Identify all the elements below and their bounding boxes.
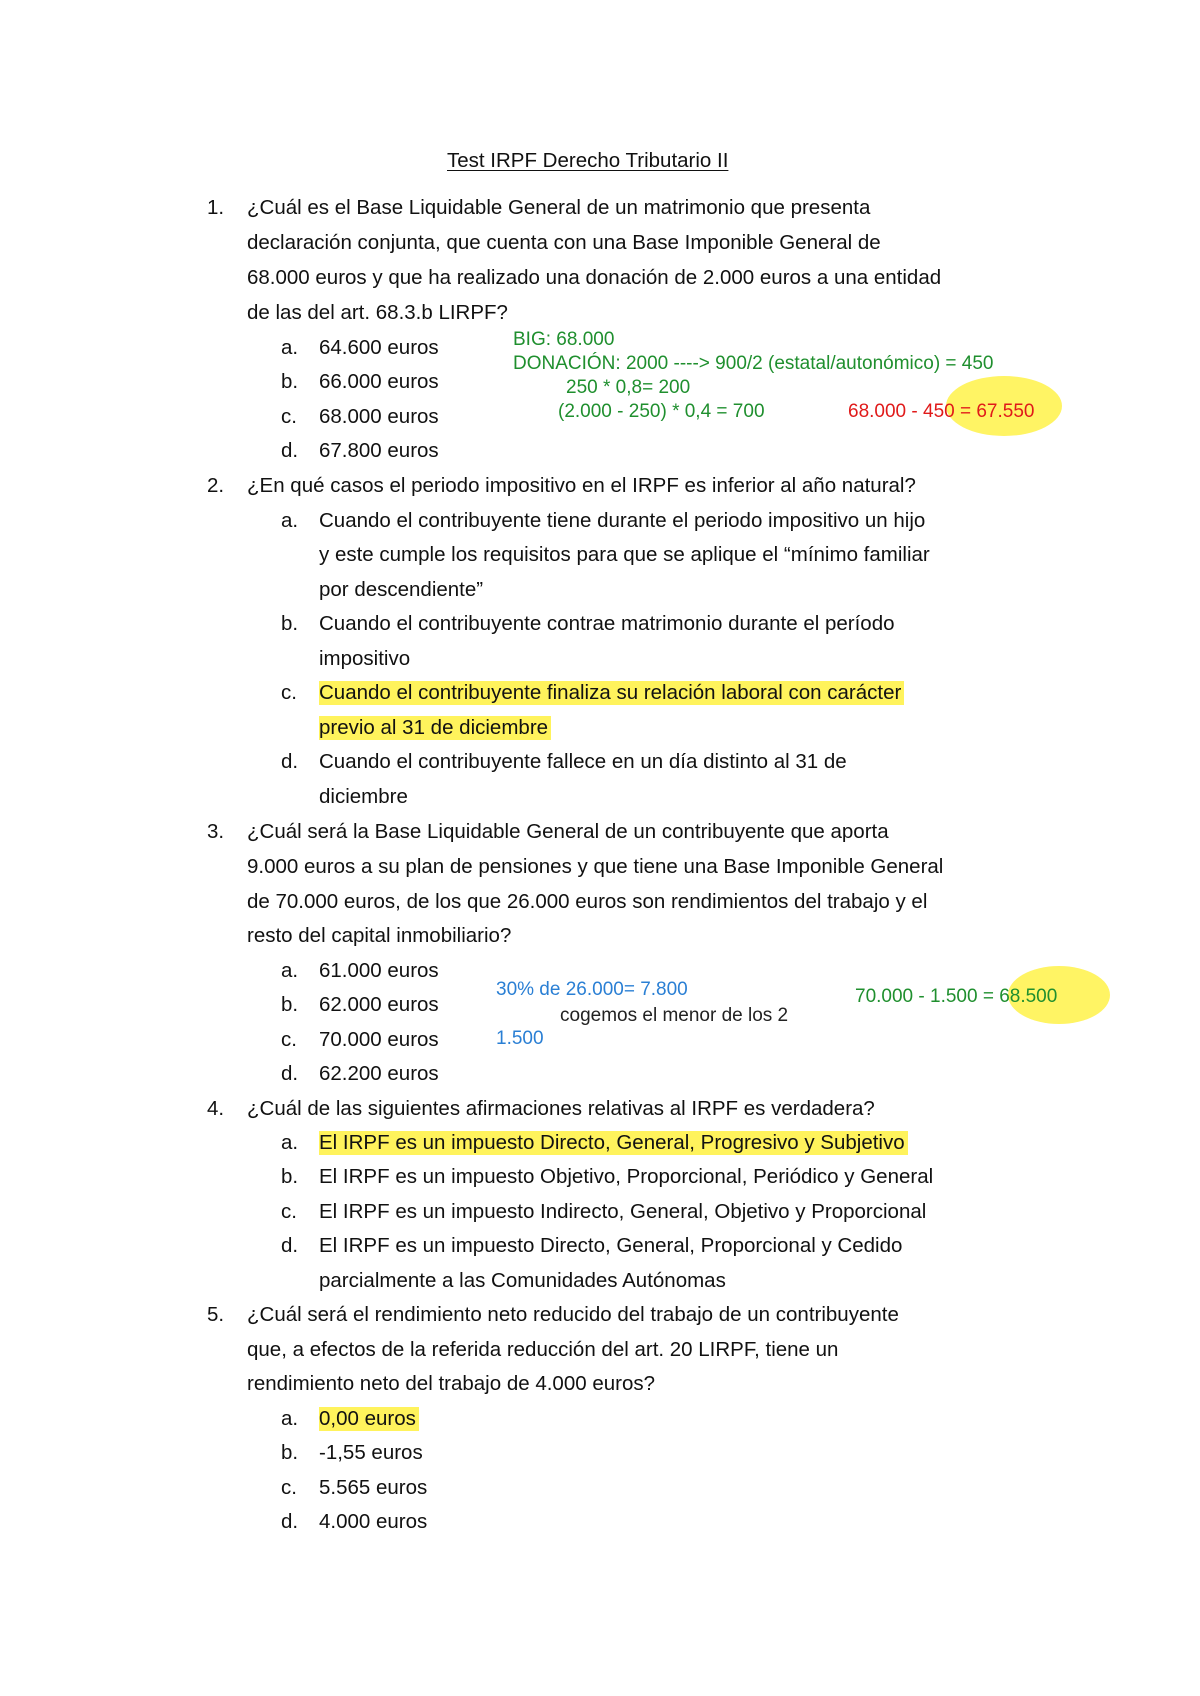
option-letter: b. <box>281 1165 299 1188</box>
option-letter: a. <box>281 1131 299 1154</box>
option-text: 4.000 euros <box>319 1510 428 1533</box>
annotation-note: cogemos el menor de los 2 <box>560 1005 789 1026</box>
option-text: 5.565 euros <box>319 1476 428 1499</box>
annotation-big: BIG: 68.000 <box>513 329 615 350</box>
option-letter: b. <box>281 370 299 393</box>
question-text-line: ¿Cuál será la Base Liquidable General de un contribuyente que aporta <box>247 820 889 843</box>
option-letter: c. <box>281 1476 297 1499</box>
option-text: 61.000 euros <box>319 959 439 982</box>
option-text: 68.000 euros <box>319 405 439 428</box>
annotation-pct: 30% de 26.000= 7.800 <box>496 979 688 1000</box>
question-text-line: de las del art. 68.3.b LIRPF? <box>247 301 508 324</box>
question-text-line: 9.000 euros a su plan de pensiones y que tiene una Base Imponible General <box>247 855 944 878</box>
option-text: y este cumple los requisitos para que se aplique el “mínimo familiar <box>319 543 930 566</box>
option-text: parcialmente a las Comunidades Autónomas <box>319 1269 726 1292</box>
option-letter: d. <box>281 1510 299 1533</box>
option-text: 64.600 euros <box>319 336 439 359</box>
option-letter: a. <box>281 336 299 359</box>
option-text: 62.200 euros <box>319 1062 439 1085</box>
option-letter: c. <box>281 405 297 428</box>
option-text: Cuando el contribuyente contrae matrimonio durante el período <box>319 612 895 635</box>
option-letter: c. <box>281 681 297 704</box>
option-text: Cuando el contribuyente fallece en un día distinto al 31 de <box>319 750 847 773</box>
option-letter: a. <box>281 509 299 532</box>
annotation-calc-1: 250 * 0,8= 200 <box>566 377 691 398</box>
option-text: Cuando el contribuyente tiene durante el periodo impositivo un hijo <box>319 509 926 532</box>
option-letter: c. <box>281 1200 297 1223</box>
question-number: 5. <box>207 1303 225 1326</box>
option-letter: d. <box>281 750 299 773</box>
question-text-line: ¿En qué casos el periodo impositivo en el IRPF es inferior al año natural? <box>247 474 916 497</box>
annotation-result-1: 68.000 - 450 = 67.550 <box>848 401 1035 422</box>
option-text: 62.000 euros <box>319 993 439 1016</box>
annotation-calc-2: (2.000 - 250) * 0,4 = 700 <box>558 401 765 422</box>
page-title: Test IRPF Derecho Tributario II <box>447 149 729 172</box>
option-letter: d. <box>281 1062 299 1085</box>
option-letter: d. <box>281 1234 299 1257</box>
annotation-limit: 1.500 <box>496 1028 544 1049</box>
annotation-donacion: DONACIÓN: 2000 ----> 900/2 (estatal/autonómico) = 450 <box>513 353 994 374</box>
question-text-line: 68.000 euros y que ha realizado una donación de 2.000 euros a una entidad <box>247 266 942 289</box>
option-letter: b. <box>281 993 299 1016</box>
question-number: 2. <box>207 474 225 497</box>
option-letter: d. <box>281 439 299 462</box>
option-text: El IRPF es un impuesto Indirecto, General, Objetivo y Proporcional <box>319 1200 927 1223</box>
option-text-highlighted: previo al 31 de diciembre <box>319 716 551 740</box>
annotation-result-3: 70.000 - 1.500 = 68.500 <box>855 986 1058 1007</box>
question-text-line: ¿Cuál de las siguientes afirmaciones relativas al IRPF es verdadera? <box>247 1097 875 1120</box>
option-text: 66.000 euros <box>319 370 439 393</box>
question-text-line: ¿Cuál es el Base Liquidable General de un matrimonio que presenta <box>247 196 871 219</box>
option-text: por descendiente” <box>319 578 484 601</box>
option-text: El IRPF es un impuesto Objetivo, Proporcional, Periódico y General <box>319 1165 934 1188</box>
option-text-highlighted: 0,00 euros <box>319 1407 419 1431</box>
option-text: diciembre <box>319 785 408 808</box>
option-letter: a. <box>281 1407 299 1430</box>
question-number: 1. <box>207 196 225 219</box>
option-text: -1,55 euros <box>319 1441 423 1464</box>
option-text: 67.800 euros <box>319 439 439 462</box>
option-letter: a. <box>281 959 299 982</box>
option-text: impositivo <box>319 647 411 670</box>
option-letter: c. <box>281 1028 297 1051</box>
option-letter: b. <box>281 1441 299 1464</box>
option-text: El IRPF es un impuesto Directo, General, Proporcional y Cedido <box>319 1234 903 1257</box>
question-text-line: de 70.000 euros, de los que 26.000 euros son rendimientos del trabajo y el <box>247 890 928 913</box>
question-number: 3. <box>207 820 225 843</box>
question-text-line: ¿Cuál será el rendimiento neto reducido del trabajo de un contribuyente <box>247 1303 899 1326</box>
option-text: 70.000 euros <box>319 1028 439 1051</box>
question-text-line: rendimiento neto del trabajo de 4.000 euros? <box>247 1372 656 1395</box>
question-text-line: que, a efectos de la referida reducción del art. 20 LIRPF, tiene un <box>247 1338 839 1361</box>
option-text-highlighted: Cuando el contribuyente finaliza su relación laboral con carácter <box>319 681 904 705</box>
option-letter: b. <box>281 612 299 635</box>
option-text-highlighted: El IRPF es un impuesto Directo, General, Progresivo y Subjetivo <box>319 1131 908 1155</box>
question-text-line: declaración conjunta, que cuenta con una Base Imponible General de <box>247 231 881 254</box>
question-text-line: resto del capital inmobiliario? <box>247 924 512 947</box>
question-number: 4. <box>207 1097 225 1120</box>
